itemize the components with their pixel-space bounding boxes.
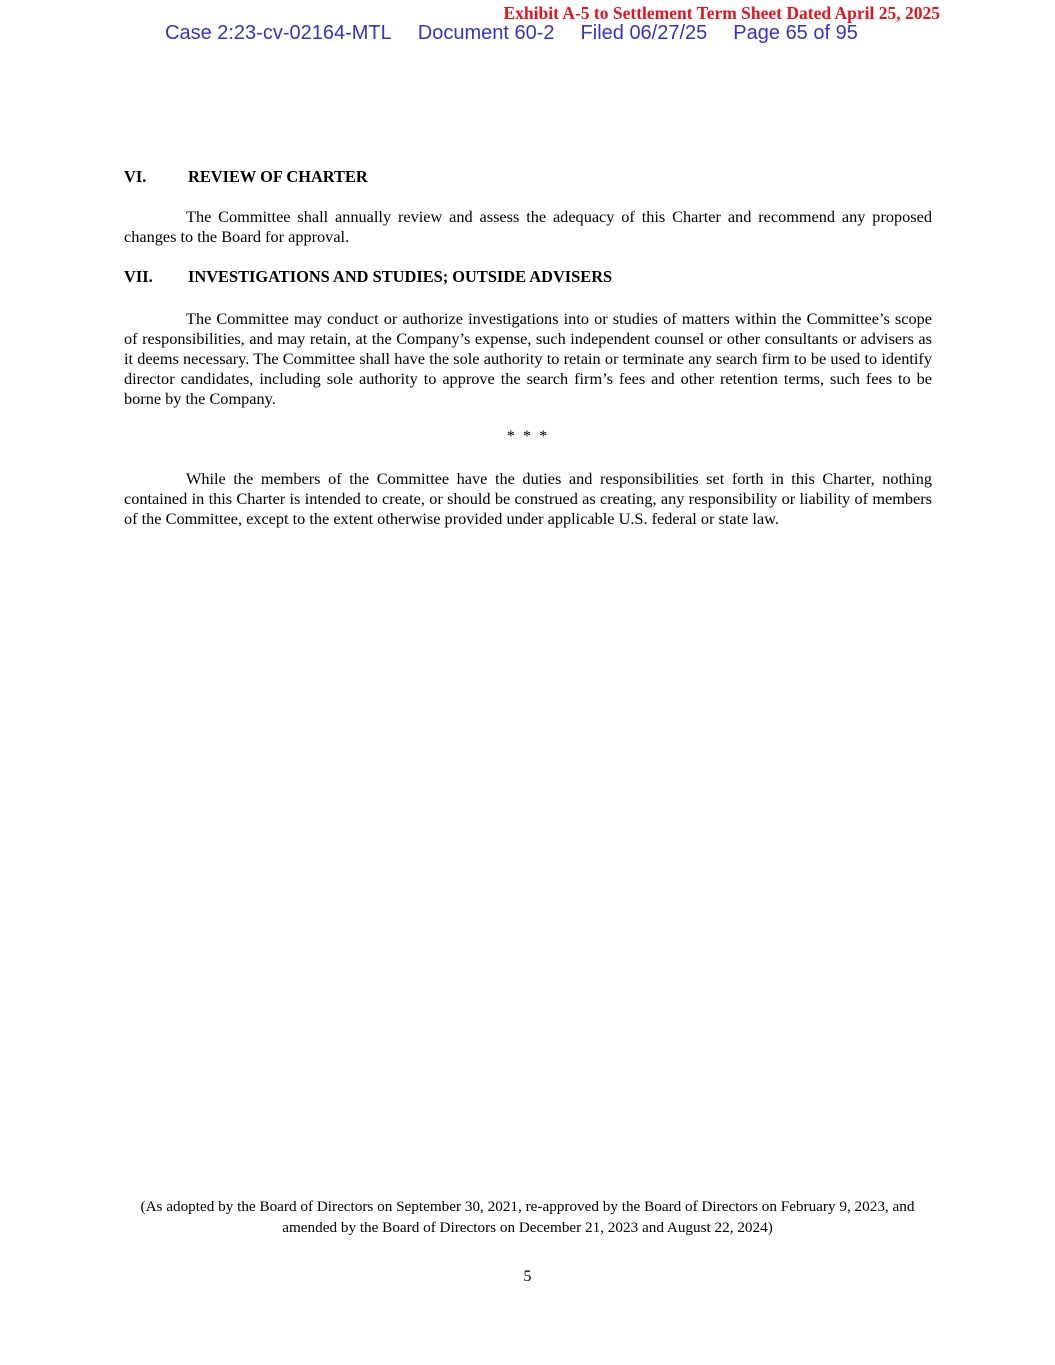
adoption-note <box>0 1196 1055 1238</box>
filed-date: Filed 06/27/25 <box>580 22 708 44</box>
closing-paragraph: While the members of the Committee have the duties and responsibilities set forth in this Charter, nothing contained in this Charter is intended to create, or should be construed as creating, any responsibility or liability of members of the Committee, except to the extent otherwise provided under applicable U.S. federal or state law. <box>124 469 932 528</box>
section-vi-title: REVIEW OF CHARTER <box>188 167 368 186</box>
section-vi-paragraph: The Committee shall annually review and assess the adequacy of this Charter and recommend any proposed changes to the Board for approval. <box>124 207 932 246</box>
section-heading-vi <box>124 167 932 187</box>
section-heading-vii <box>124 267 932 287</box>
page-number: 5 <box>523 1266 532 1285</box>
adoption-note-line2: amended by the Board of Directors on December 21, 2023 and August 22, 2024) <box>282 1219 773 1236</box>
page-indicator: Page 65 of 95 <box>733 22 858 44</box>
section-vii-paragraph: The Committee may conduct or authorize investigations into or studies of matters within the Committee’s scope of responsibilities, and may retain, at the Company’s expense, such independent counsel or other consultants or advisers as it deems necessary. The Committee shall have the sole authority to retain or terminate any search firm to be used to identify director candidates, including sole authority to approve the search firm’s fees and other retention terms, such fees to be borne by the Company. <box>124 309 932 408</box>
case-stamp <box>165 22 858 45</box>
exhibit-stamp: Exhibit A-5 to Settlement Term Sheet Dated April 25, 2025 <box>503 3 940 23</box>
document-number: Document 60-2 <box>417 22 555 44</box>
section-separator: * * * <box>506 426 550 445</box>
section-vi-number: VI. <box>124 167 147 186</box>
section-vii-number: VII. <box>124 267 153 286</box>
section-vii-title: INVESTIGATIONS AND STUDIES; OUTSIDE ADVISERS <box>188 267 613 286</box>
adoption-note-line1: (As adopted by the Board of Directors on September 30, 2021, re-approved by the Board of Directors on February 9, 2023, and <box>140 1198 915 1215</box>
case-number: Case 2:23-cv-02164-MTL <box>165 22 392 44</box>
